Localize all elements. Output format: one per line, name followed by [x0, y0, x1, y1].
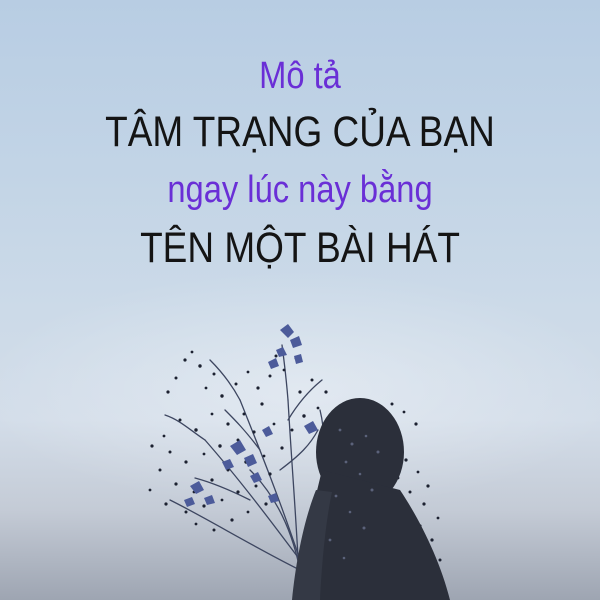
headline-line-2: TÂM TRẠNG CỦA BẠN [105, 108, 495, 156]
sky-glow [0, 270, 600, 510]
headline-line-4: TÊN MỘT BÀI HÁT [140, 224, 460, 272]
headline-line-3: ngay lúc này bằng [167, 169, 433, 211]
headline-text-block [0, 52, 600, 276]
headline-line-1: Mô tả [259, 55, 341, 97]
